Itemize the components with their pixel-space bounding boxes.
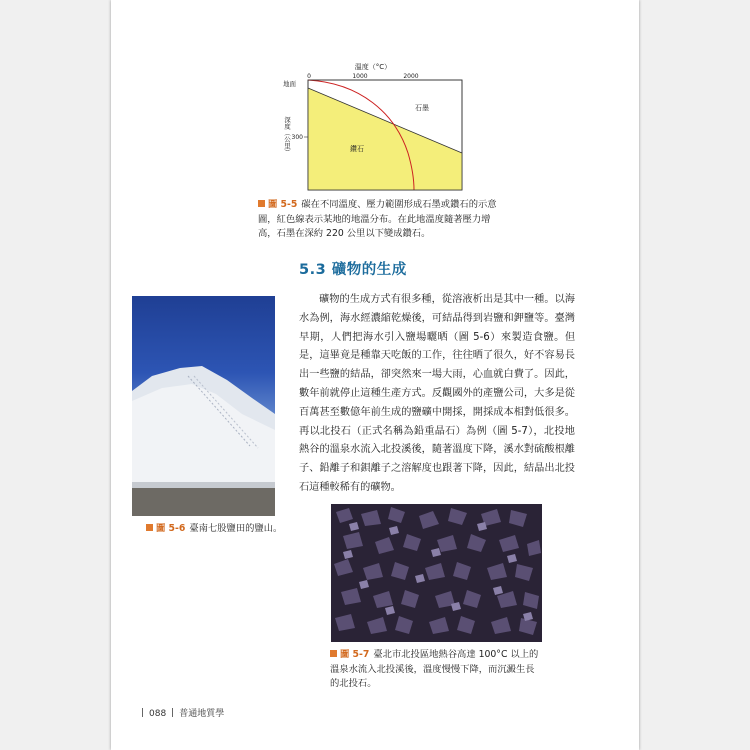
salt-mountain-illustration bbox=[132, 296, 275, 516]
footer-divider bbox=[142, 708, 143, 717]
graphite-diamond-diagram bbox=[170, 58, 470, 198]
temp-tick-2000: 2000 bbox=[403, 73, 419, 80]
book-title: 普通地質學 bbox=[179, 709, 225, 719]
crystal-texture bbox=[331, 504, 542, 642]
temp-tick-1000: 1000 bbox=[352, 73, 368, 80]
depth-tick-300: 300 bbox=[291, 134, 303, 141]
salt-mountain-photo bbox=[132, 296, 275, 516]
page-footer bbox=[136, 706, 224, 719]
section-title: 5.3 礦物的生成 bbox=[299, 262, 407, 278]
figure-5-6-caption bbox=[146, 522, 296, 537]
figure-number: 圖 5-6 bbox=[156, 523, 186, 534]
diamond-label: 鑽石 bbox=[350, 145, 364, 153]
surface-label: 地面 bbox=[283, 80, 296, 88]
footer-divider bbox=[172, 708, 173, 717]
temperature-axis-title: 溫度（°C） bbox=[354, 63, 392, 71]
figure-number: 圖 5-7 bbox=[340, 649, 370, 660]
caption-marker-icon bbox=[258, 200, 265, 207]
temp-tick-0: 0 bbox=[307, 73, 311, 80]
caption-text: 臺北市北投區地熱谷高達 100°C 以上的溫泉水流入北投溪後，溫度慢慢下降，而沉澱生長的北投石。 bbox=[330, 649, 539, 689]
hokutolite-crystal-photo bbox=[331, 504, 542, 642]
body-paragraph: 礦物的生成方式有很多種，從溶液析出是其中一種。以海水為例，海水經濃縮乾燥後，可結晶得到岩鹽和鉀鹽等。臺灣早期，人們把海水引入鹽場曬晒（圖 5-6）來製造食鹽。但是，這畢竟是種靠天吃飯的工作，往往晒了很久，好不容易長出一些鹽的結晶，卻突然來一場大雨，心血就白費了。因此，數年前就停止這種生產方式。反觀國外的產鹽公司，大多是從百萬甚至數億年前生成的鹽礦中開採，開採成本相對低很多。再以北投石（正式名稱為鉛重晶石）為例（圖 5-7），北投地熱谷的溫泉水流入北投溪後，隨著溫度下降，溪水對硫酸根離子、鉛離子和鋇離子之溶解度也跟著下降，因此，結晶出北投石這種較稀有的礦物。 bbox=[299, 294, 575, 493]
figure-5-7-caption bbox=[330, 648, 542, 692]
caption-marker-icon bbox=[330, 650, 337, 657]
figure-number: 圖 5-5 bbox=[268, 199, 298, 210]
figure-5-5-caption bbox=[258, 198, 498, 242]
page-number: 088 bbox=[149, 709, 167, 719]
caption-text: 碳在不同溫度、壓力範圍形成石墨或鑽石的示意圖，紅色線表示某地的地溫分布。在此地溫度隨著壓力增高，石墨在深約 220 公里以下變成鑽石。 bbox=[258, 199, 497, 239]
depth-axis-label: 深度（公里） bbox=[283, 116, 291, 156]
caption-text: 臺南七股鹽田的鹽山。 bbox=[189, 523, 283, 534]
graphite-label: 石墨 bbox=[415, 104, 429, 112]
caption-marker-icon bbox=[146, 524, 153, 531]
